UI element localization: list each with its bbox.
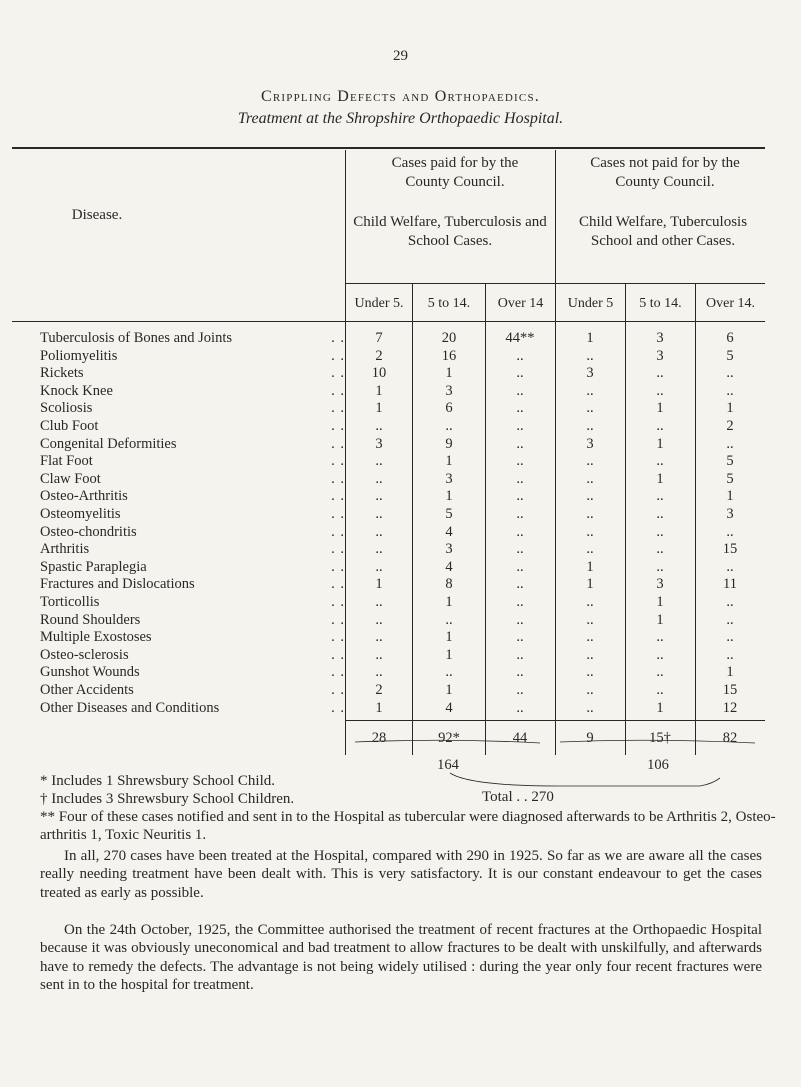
table-cell: 1 [586,330,594,346]
disease-label: Poliomyelitis [40,347,118,364]
table-cell: 2 [375,682,383,698]
disease-name [40,664,345,681]
table-cell: .. [375,453,383,470]
table-cell: 1 [586,576,594,593]
table-cell: 1 [656,470,664,487]
table-cell: 1 [726,664,734,681]
table-cell: 8 [445,576,453,593]
disease-label: Multiple Exostoses [40,629,152,646]
dot-leader: . . [331,382,345,399]
disease-label: Other Accidents [40,682,134,698]
table-cell: 10 [371,365,387,382]
table-cell: 11 [723,576,737,593]
table-cell: .. [726,629,734,646]
table-cell: .. [656,418,664,434]
table-cell: 2 [726,418,734,434]
notpaid-header: Cases not paid for by the County Council. [590,155,740,190]
table-row [0,524,801,542]
table-row [0,330,801,348]
disease-label: Club Foot [40,418,99,434]
table-cell: 1 [375,576,383,593]
table-cell: .. [516,347,524,364]
disease-name [40,365,345,382]
table-cell: .. [516,382,524,399]
table-cell: .. [586,470,594,487]
dot-leader: . . [331,347,345,364]
table-row [0,559,801,577]
disease-label: Spastic Paraplegia [40,558,147,575]
disease-label: Osteo-Arthritis [40,488,128,505]
table-top-rule [12,147,765,149]
table-cell: 12 [722,699,738,716]
table-cell: .. [726,382,734,399]
table-cell: 3 [656,347,664,364]
table-cell: .. [586,382,594,399]
table-cell: 3 [586,365,594,382]
table-cell: .. [516,611,524,628]
table-cell: 3 [445,382,453,399]
table-cell: .. [586,611,594,628]
disease-label: Rickets [40,365,84,382]
table-cell: 3 [586,435,594,452]
table-cell: .. [726,646,734,663]
table-cell: .. [586,699,594,716]
table-row [0,436,801,454]
disease-label: Tuberculosis of Bones and Joints [40,330,232,346]
page-title: Crippling Defects and Orthopaedics. [261,88,540,105]
disease-label: Claw Foot [40,470,101,487]
table-cell: .. [516,664,524,681]
table-cell: 1 [656,594,664,610]
table-cell: .. [375,523,383,540]
table-cell: .. [445,418,453,434]
dot-leader: . . [331,400,345,417]
col-total: 92* [438,730,460,746]
table-cell: 1 [445,682,453,698]
notpaid-group-total: 106 [647,757,669,773]
disease-label: Osteo-chondritis [40,523,137,540]
table-row [0,576,801,594]
table-cell: .. [516,576,524,593]
dot-leader: . . [331,699,345,716]
disease-label: Osteomyelitis [40,506,121,522]
footnote-dagger: † Includes 3 Shrewsbury School Children. [40,791,295,807]
table-cell: .. [726,594,734,610]
disease-name [40,700,345,717]
table-cell: .. [516,435,524,452]
table-row [0,647,801,665]
footnote-single: * Includes 1 Shrewsbury School Child. [40,773,275,789]
table-cell: .. [586,506,594,522]
table-cell: 3 [726,506,734,522]
table-cell: .. [375,506,383,522]
total-brace [450,773,720,786]
disease-label: Flat Foot [40,453,93,470]
disease-label: Congenital Deformities [40,435,177,452]
table-cell: 1 [586,558,594,575]
table-cell: .. [656,523,664,540]
table-cell: 1 [726,400,734,417]
disease-name [40,488,345,505]
age-col-header: Over 14. [706,296,755,311]
dot-leader: . . [331,365,345,382]
table-cell: 5 [726,470,734,487]
disease-label: Torticollis [40,594,100,610]
table-cell: .. [516,629,524,646]
paragraph-summary: In all, 270 cases have been treated at the Hospital, compared with 290 in 1925. So far as we are aware all the cases really needing treatment have been dealt with. This is very satisfactory. It is our constant endeavour to get the cases treated as early as possible. [40,848,762,901]
table-cell: .. [375,594,383,610]
disease-name [40,682,345,699]
table-cell: .. [375,629,383,646]
table-cell: .. [516,558,524,575]
table-cell: .. [516,470,524,487]
table-cell: 44** [505,330,535,346]
disease-name [40,418,345,435]
table-cell: 1 [445,594,453,610]
table-cell: .. [656,382,664,399]
table-cell: 3 [445,541,453,558]
table-cell: .. [586,594,594,610]
age-col-header: Over 14 [497,296,544,311]
table-cell: .. [726,435,734,452]
table-cell: .. [516,365,524,382]
table-cell: .. [375,558,383,575]
dot-leader: . . [331,646,345,663]
table-cell: .. [586,400,594,417]
disease-header: Disease. [71,207,123,223]
table-cell: .. [656,629,664,646]
table-row [0,594,801,612]
disease-label: Other Diseases and Conditions [40,699,220,716]
table-row [0,506,801,524]
col-total: 9 [586,730,594,746]
table-row [0,453,801,471]
table-cell: 3 [656,576,664,593]
dot-leader: . . [331,488,345,505]
table-cell: 1 [656,611,664,628]
table-cell: .. [656,664,664,681]
table-cell: .. [586,682,594,698]
table-row [0,629,801,647]
disease-name [40,330,345,347]
table-row [0,383,801,401]
table-cell: .. [516,488,524,505]
table-cell: .. [375,418,383,434]
dot-leader: . . [331,330,345,346]
table-cell: .. [726,523,734,540]
paid-header: Cases paid for by the County Council. [391,155,519,190]
disease-label: Scoliosis [40,400,93,417]
table-cell: .. [726,611,734,628]
disease-label: Knock Knee [40,382,113,399]
table-cell: .. [375,664,383,681]
disease-name [40,612,345,629]
table-cell: .. [656,488,664,505]
table-cell: .. [586,541,594,558]
table-cell: .. [516,682,524,698]
table-cell: .. [656,682,664,698]
dot-leader: . . [331,435,345,452]
dot-leader: . . [331,682,345,698]
table-cell: .. [375,488,383,505]
table-cell: .. [516,594,524,610]
table-cell: 4 [445,699,453,716]
footnote-double: ** Four of these cases notified and sent in to the Hospital as tubercular were diagnosed afterwards to be Arthritis 2, Osteo-arthritis 1, Toxic Neuritis 1. [40,809,776,843]
table-cell: .. [375,541,383,558]
table-cell: .. [445,664,453,681]
dot-leader: . . [331,418,345,434]
table-cell: 2 [375,347,383,364]
disease-name [40,436,345,453]
table-cell: 1 [656,699,664,716]
dot-leader: . . [331,470,345,487]
page-number: 29 [393,48,408,64]
disease-name [40,647,345,664]
table-row [0,418,801,436]
col-total: 44 [512,730,528,746]
table-cell: 1 [656,400,664,417]
disease-name [40,400,345,417]
table-row [0,682,801,700]
table-cell: 3 [375,435,383,452]
age-col-header: 5 to 14. [639,296,682,311]
disease-name [40,471,345,488]
table-row [0,471,801,489]
table-cell: .. [656,541,664,558]
table-cell: .. [726,558,734,575]
table-cell: .. [656,365,664,382]
table-cell: 15 [722,682,738,698]
table-row [0,541,801,559]
table-row [0,365,801,383]
table-cell: .. [516,506,524,522]
table-cell: .. [656,506,664,522]
table-row [0,664,801,682]
grand-total: Total . . 270 [482,789,554,805]
table-cell: 3 [445,470,453,487]
table-cell: .. [516,418,524,434]
table-cell: .. [586,488,594,505]
table-row [0,400,801,418]
age-col-header: Under 5 [567,296,614,311]
paid-group-total: 164 [437,757,459,773]
table-cell: 9 [445,435,453,452]
disease-name [40,348,345,365]
table-cell: 1 [375,382,383,399]
table-row [0,488,801,506]
paragraph-fractures: On the 24th October, 1925, the Committee authorised the treatment of recent fractures at the Orthopaedic Hospital because it was obviously uneconomical and bad treatment to allow fractures to be dealt with unskilfully, and afterwards have to remedy the defects. The advantage is not being widely utilised : during the year only four recent fractures were sent in to the hospital for treatment. [40,922,762,993]
disease-name [40,629,345,646]
table-cell: 1 [375,400,383,417]
table-cell: .. [586,347,594,364]
table-cell: 1 [445,646,453,663]
col-total: 15† [649,730,671,746]
table-cell: .. [586,629,594,646]
table-cell: .. [375,470,383,487]
table-cell: 1 [445,365,453,382]
table-cell: 4 [445,523,453,540]
dot-leader: . . [331,541,345,558]
page-subtitle: Treatment at the Shropshire Orthopaedic Hospital. [237,110,564,127]
table-cell: .. [375,611,383,628]
dot-leader: . . [331,523,345,540]
table-cell: 5 [726,453,734,470]
table-cell: .. [586,523,594,540]
table-cell: 5 [445,506,453,522]
disease-name [40,524,345,541]
disease-label: Round Shoulders [40,611,141,628]
dot-leader: . . [331,453,345,470]
table-cell: 4 [445,558,453,575]
table-cell: .. [656,646,664,663]
table-cell: .. [516,400,524,417]
disease-name [40,559,345,576]
table-cell: .. [586,418,594,434]
disease-name [40,506,345,523]
table-cell: 1 [445,629,453,646]
table-cell: 1 [445,453,453,470]
table-cell: 1 [445,488,453,505]
table-cell: .. [516,453,524,470]
dot-leader: . . [331,594,345,610]
table-cell: 7 [375,330,383,346]
table-cell: .. [516,646,524,663]
table-row [0,612,801,630]
table-row [0,700,801,718]
table-cell: .. [516,523,524,540]
disease-label: Arthritis [40,541,90,558]
table-cell: .. [586,453,594,470]
age-col-header: Under 5. [354,296,404,311]
table-cell: 15 [722,541,738,558]
disease-name [40,453,345,470]
dot-leader: . . [331,576,345,593]
disease-name [40,594,345,611]
table-row [0,348,801,366]
table-cell: .. [726,365,734,382]
table-cell: 16 [441,347,457,364]
table-cell: .. [445,611,453,628]
table-cell: .. [375,646,383,663]
dot-leader: . . [331,629,345,646]
table-cell: 1 [375,699,383,716]
table-cell: 6 [726,330,734,346]
table-cell: .. [516,699,524,716]
table-cell: 20 [441,330,457,346]
disease-name [40,576,345,593]
dot-leader: . . [331,611,345,628]
disease-name [40,541,345,558]
col-total: 82 [722,730,738,746]
table-cell: 1 [656,435,664,452]
notpaid-subheader: Child Welfare, Tuberculosis School and other Cases. [578,214,748,249]
dot-leader: . . [331,664,345,681]
table-cell: 5 [726,347,734,364]
table-cell: .. [586,646,594,663]
table-cell: .. [586,664,594,681]
disease-label: Gunshot Wounds [40,664,140,681]
disease-name [40,383,345,400]
table-cell: 1 [726,488,734,505]
table-header-rule [12,321,765,322]
table-cell: 3 [656,330,664,346]
paid-subheader: Child Welfare, Tuberculosis and School Cases. [353,214,547,249]
dot-leader: . . [331,506,345,522]
age-col-header: 5 to 14. [427,296,471,311]
table-cell: .. [656,558,664,575]
dot-leader: . . [331,558,345,575]
table-cell: 6 [445,400,453,417]
table-cell: .. [656,453,664,470]
disease-label: Fractures and Dislocations [40,576,195,593]
table-cell: .. [516,541,524,558]
col-total: 28 [371,730,387,746]
disease-label: Osteo-sclerosis [40,646,129,663]
